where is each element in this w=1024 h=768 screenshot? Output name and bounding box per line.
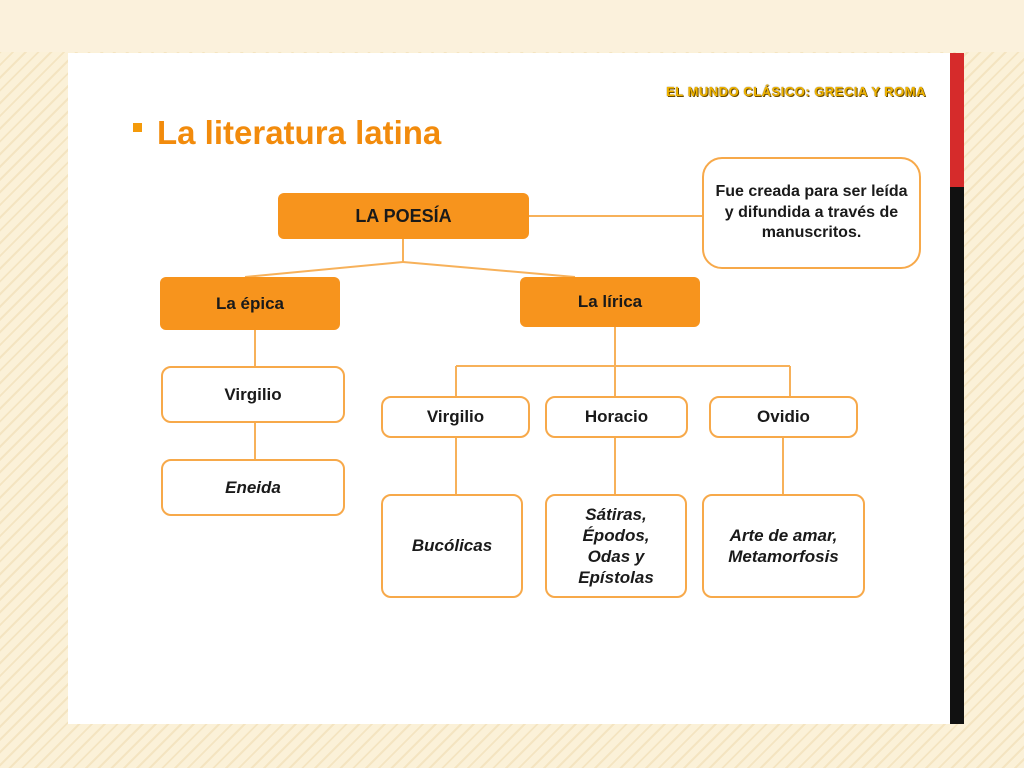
- node-epic-work: Eneida: [161, 459, 345, 516]
- node-lyric-work-horacio: Sátiras, Épodos, Odas y Epístolas: [545, 494, 687, 598]
- header-subtitle: EL MUNDO CLÁSICO: GRECIA Y ROMA: [666, 84, 926, 99]
- node-epic-author: Virgilio: [161, 366, 345, 423]
- line-root-epic: [245, 262, 403, 277]
- node-root: LA POESÍA: [278, 193, 529, 239]
- line-root-lyric: [403, 262, 575, 277]
- node-lyric-author-horacio: Horacio: [545, 396, 688, 438]
- node-lyric: La lírica: [520, 277, 700, 327]
- node-lyric-work-ovidio: Arte de amar, Metamorfosis: [702, 494, 865, 598]
- node-epic: La épica: [160, 277, 340, 330]
- page-title: La literatura latina: [157, 114, 442, 151]
- node-lyric-work-virgilio: Bucólicas: [381, 494, 523, 598]
- node-lyric-author-virgilio: Virgilio: [381, 396, 530, 438]
- node-note: Fue creada para ser leída y difundida a través de manuscritos.: [702, 157, 921, 269]
- node-lyric-author-ovidio: Ovidio: [709, 396, 858, 438]
